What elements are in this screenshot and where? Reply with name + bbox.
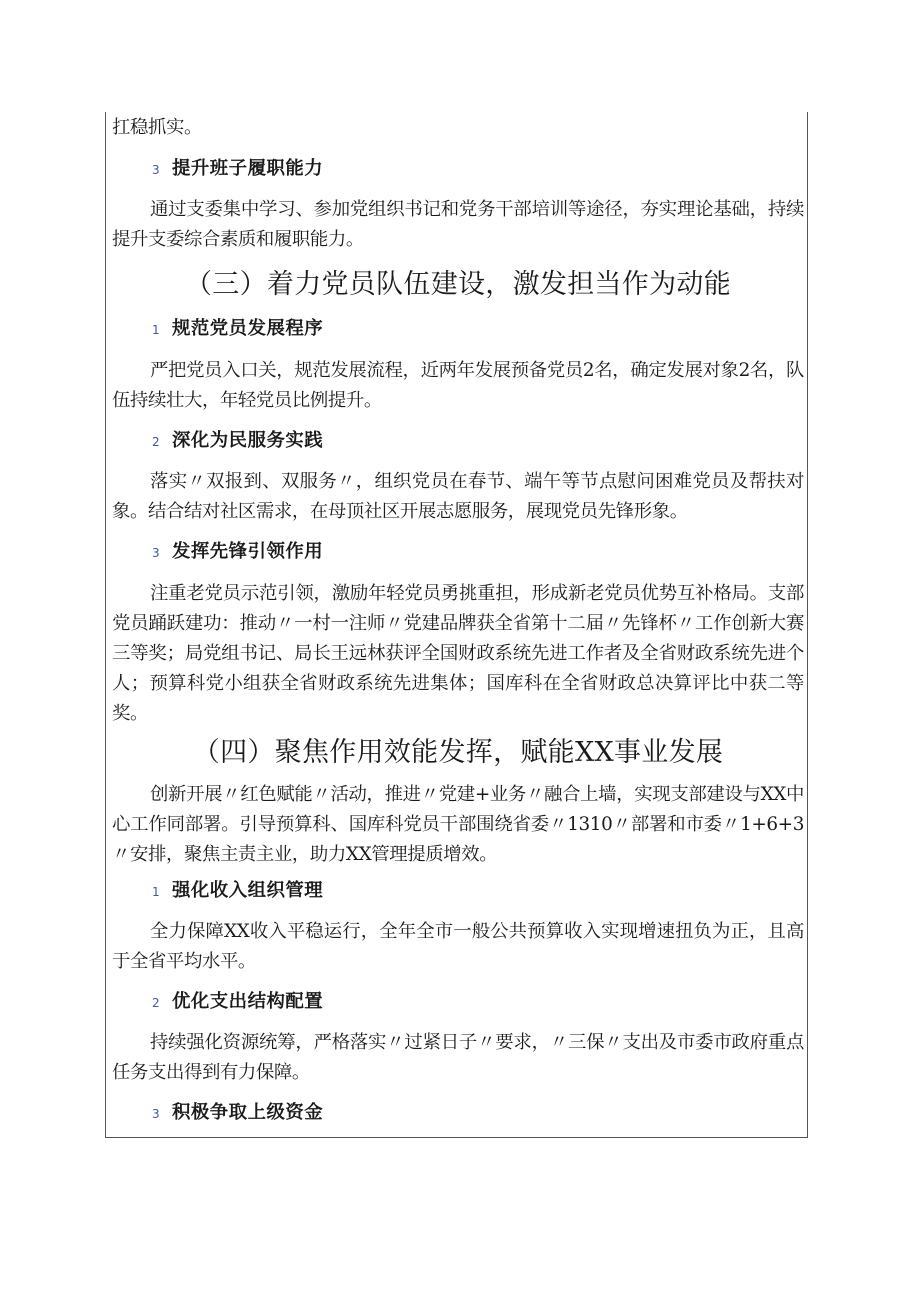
section-heading: （三）着力党员队伍建设，激发担当作为动能	[185, 269, 731, 300]
subheading-number: 3	[152, 163, 160, 177]
subheading	[152, 987, 323, 1017]
subheading-title: 提升班子履职能力	[172, 158, 324, 179]
subheading	[152, 1098, 323, 1128]
intro-paragraph: 扛稳抓实。	[112, 117, 202, 138]
subheading-number: 1	[152, 885, 160, 899]
subheading-title: 规范党员发展程序	[172, 318, 324, 339]
body-paragraph: 持续强化资源统筹，严格落实〃过紧日子〃要求，〃三保〃支出及市委市政府重点任务支出得到有力保障。	[112, 1032, 804, 1083]
subheading-number: 2	[152, 996, 160, 1010]
subheading-number: 3	[152, 546, 160, 560]
subheading-number: 2	[152, 435, 160, 449]
body-paragraph: 创新开展〃红色赋能〃活动，推进〃党建+业务〃融合上墙，实现支部建设与XX中心工作同部署。引导预算科、国库科党员干部围绕省委〃1310〃部署和市委〃1+6+3〃安排，聚焦主责主业，助力XX管理提质增效。	[112, 784, 804, 865]
section-heading: （四）聚焦作用效能发挥，赋能XX事业发展	[192, 737, 724, 768]
body-paragraph: 落实〃双报到、双服务〃，组织党员在春节、端午等节点慰问困难党员及帮扶对象。结合结对社区需求，在母顶社区开展志愿服务，展现党员先锋形象。	[112, 471, 804, 522]
subheading	[152, 314, 323, 344]
body-paragraph: 严把党员入口关，规范发展流程，近两年发展预备党员2名，确定发展对象2名，队伍持续壮大，年轻党员比例提升。	[112, 360, 804, 411]
subheading	[152, 426, 323, 456]
subheading-number: 1	[152, 323, 160, 337]
subheading-title: 深化为民服务实践	[172, 430, 324, 451]
subheading-title: 发挥先锋引领作用	[172, 541, 324, 562]
body-paragraph: 全力保障XX收入平稳运行，全年全市一般公共预算收入实现增速扭负为正，且高于全省平均水平。	[112, 921, 804, 972]
subheading-title: 积极争取上级资金	[172, 1102, 324, 1123]
subheading	[152, 537, 323, 567]
body-paragraph: 通过支委集中学习、参加党组织书记和党务干部培训等途径，夯实理论基础，持续提升支委综合素质和履职能力。	[112, 199, 804, 250]
subheading	[152, 876, 323, 906]
subheading	[152, 154, 323, 184]
subheading-title: 强化收入组织管理	[172, 880, 324, 901]
body-paragraph: 注重老党员示范引领，激励年轻党员勇挑重担，形成新老党员优势互补格局。支部党员踊跃建功：推动〃一村一注师〃党建品牌获全省第十二届〃先锋杯〃工作创新大赛三等奖；局党组书记、局长王远林获评全国财政系统先进工作者及全省财政系统先进个人；预算科党小组获全省财政系统先进集体；国库科在全省财政总决算评比中获二等奖。	[112, 583, 804, 724]
subheading-number: 3	[152, 1107, 160, 1121]
subheading-title: 优化支出结构配置	[172, 991, 324, 1012]
